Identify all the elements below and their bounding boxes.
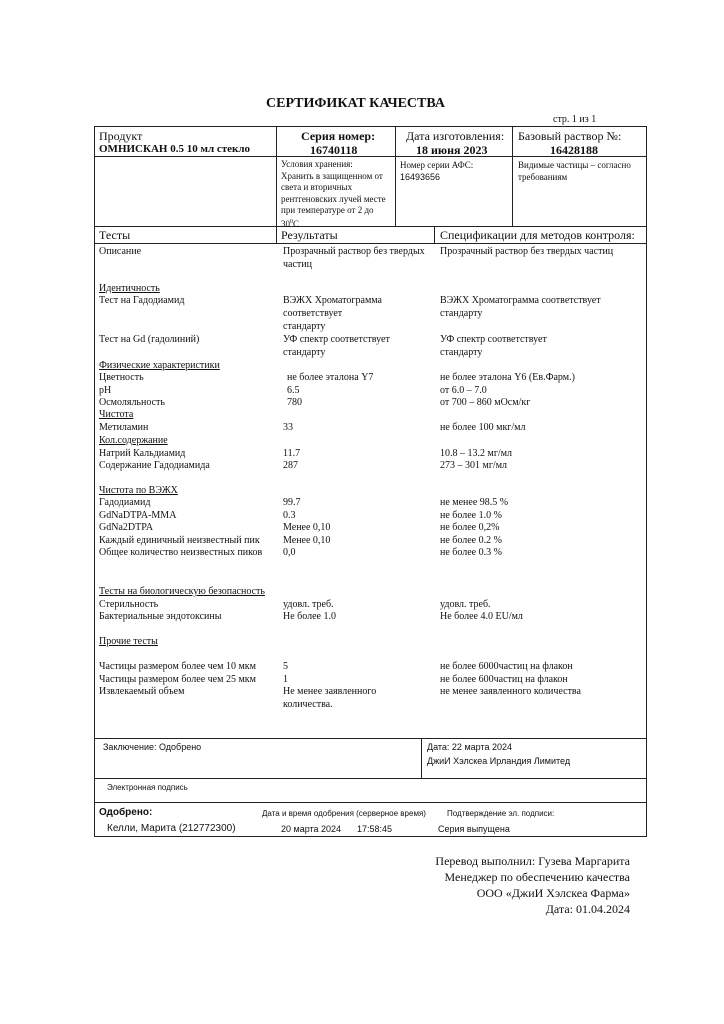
test-spec: ВЭЖХ Хроматограмма соответствует [440,295,601,306]
columns-divider [94,243,646,244]
test-spec: 273 – 301 мг/мл [440,460,508,471]
col-divider-2 [395,126,396,226]
test-spec: не более эталона Y6 (Ев.Фарм.) [440,372,575,383]
test-spec: Не более 4.0 EU/мл [440,611,523,622]
visible-particles [518,159,631,183]
colhead-divider-2 [434,226,435,243]
test-result: Не более 1.0 [283,611,336,622]
test-name: Стерильность [99,599,159,610]
test-spec: УФ спектр соответствует [440,334,547,345]
test-result: не более эталона Y7 [287,372,374,383]
table-right-border [646,126,647,836]
series-label: Серия номер: [301,129,376,143]
test-result: 780 [287,397,302,408]
test-result: количества. [283,699,333,710]
conclusion-label: Заключение: Одобрено [103,742,202,752]
esign-divider [94,802,646,803]
test-spec: стандарту [440,347,483,358]
test-spec: стандарту [440,308,483,319]
visible-particles-line: требованиям [518,172,568,182]
test-name: GdNa2DTPA [99,522,154,533]
test-name: Метиламин [99,422,149,433]
translation-line: Дата: 01.04.2024 [545,902,630,916]
table-left-border [94,126,95,836]
product-value: ОМНИСКАН 0.5 10 мл стекло [99,143,251,155]
storage-line: Условия хранения: [281,159,353,169]
test-spec: не более 0,2% [440,522,500,533]
col-header-specs: Спецификации для методов контроля: [440,228,635,242]
test-name: Частицы размером более чем 10 мкм [99,661,256,672]
test-result: частиц [283,259,312,270]
conclusion-bottom [94,778,646,779]
test-name: Извлекаемый объем [99,686,185,697]
test-result: 0,0 [283,547,296,558]
conclusion-company: ДжиИ Хэлскеа Ирландия Лимитед [427,756,571,766]
esign-label: Электронная подпись [107,783,188,792]
test-spec: 10.8 – 13.2 мг/мл [440,448,513,459]
section-heading: Тесты на биологическую безопасность [99,586,265,597]
base-solution-value: 16428188 [550,143,598,157]
storage-line: при температуре от 2 до [281,205,374,215]
mfg-date-value: 18 июня 2023 [416,143,488,157]
test-result: Прозрачный раствор без твердых [283,246,425,257]
storage-temp-degree: 0 [290,218,293,225]
col-header-results: Результаты [281,228,338,242]
test-result: Менее 0,10 [283,535,331,546]
test-result: 11.7 [283,448,301,459]
signature-confirm-label: Подтверждение эл. подписи: [447,809,555,818]
approval-date: 20 марта 2024 [281,824,342,834]
storage-line: света и вторичных [281,182,353,192]
test-spec: не менее 98.5 % [440,497,509,508]
page-number: стр. 1 из 1 [553,114,597,125]
test-spec: Прозрачный раствор без твердых частиц [440,246,614,257]
storage-conditions [281,159,386,230]
test-spec: не более 0.3 % [440,547,502,558]
test-result: стандарту [283,321,326,332]
test-result: 5 [283,661,288,672]
test-result: соответствует [283,308,343,319]
test-name: Общее количество неизвестных пиков [99,547,263,558]
test-spec: не более 0.2 % [440,535,502,546]
test-name: Гадодиамид [99,497,151,508]
test-spec: от 700 – 860 мОсм/кг [440,397,531,408]
storage-line: Хранить в защищенном от [281,170,383,181]
series-value: 16740118 [310,143,358,157]
results-bottom [94,738,646,739]
test-name: GdNaDTPA-MMA [99,510,177,521]
release-status: Серия выпущена [438,824,510,834]
approval-time: 17:58:45 [357,824,393,834]
test-spec: не более 100 мкг/мл [440,422,526,433]
api-series [400,159,473,183]
approved-label: Одобрено: [99,807,153,818]
base-solution-label: Базовый раствор №: [518,129,622,143]
section-heading: Кол.содержание [99,435,168,446]
col-header-tests: Тесты [99,228,131,242]
test-result: Не менее заявленного [283,686,377,697]
storage-temp-unit: С [293,218,300,229]
api-series-label: Номер серии АФС: [400,160,474,170]
visible-particles-line: Видимые частицы – согласно [518,160,631,170]
table-bottom-border [94,836,647,837]
test-name: Натрий Кальдиамид [99,448,186,459]
test-spec: не менее заявленного количества [440,686,581,697]
test-name: Содержание Гадодиамида [99,460,210,471]
test-result: стандарту [283,347,326,358]
test-name: Тест на Gd (гадолиний) [99,334,200,345]
test-result: 99.7 [283,497,301,508]
conclusion-date: Дата: 22 марта 2024 [427,742,512,752]
test-result: Менее 0,10 [283,522,331,533]
test-name: Каждый единичный неизвестный пик [99,535,260,546]
test-result: ВЭЖХ Хроматограмма [283,295,382,306]
test-name: pH [99,385,112,396]
test-spec: не более 600частиц на флакон [440,674,568,685]
test-spec: удовл. треб. [440,599,491,610]
test-name: Описание [99,246,142,257]
test-name: Бактериальные эндотоксины [99,611,222,622]
test-result: 0.3 [283,510,296,521]
test-result: 6.5 [287,385,300,396]
section-heading: Прочие тесты [99,636,158,647]
test-result: 1 [283,674,288,685]
conclusion-divider [421,738,422,778]
test-name: Тест на Гадодиамид [99,295,185,306]
col-divider-3 [512,126,513,226]
table-top-border [94,126,646,127]
storage-temp-value: 30 [281,218,290,229]
test-name: Цветность [99,372,144,383]
translation-line: Перевод выполнил: Гузева Маргарита [435,854,630,868]
test-spec: от 6.0 – 7.0 [440,385,487,396]
storage-line: рентгеновских лучей месте [281,193,386,204]
test-spec: не более 6000частиц на флакон [440,661,573,672]
api-series-value: 16493656 [400,172,441,182]
approval-datetime-label: Дата и время одобрения (серверное время) [262,809,426,818]
test-name: Осмоляльность [99,397,165,408]
section-heading: Физические характеристики [99,360,220,371]
test-spec: не более 1.0 % [440,510,502,521]
translation-line: Менеджер по обеспечению качества [444,870,630,884]
test-result: удовл. треб. [283,599,334,610]
section-heading: Чистота [99,409,134,420]
test-result: 33 [283,422,293,433]
section-heading: Идентичность [99,283,160,294]
translation-line: ООО «ДжиИ Хэлскеа Фарма» [476,886,630,900]
col-divider-1 [276,126,277,226]
document-title: СЕРТИФИКАТ КАЧЕСТВА [266,96,445,111]
mfg-date-label: Дата изготовления: [406,129,505,143]
test-result: 287 [283,460,298,471]
section-heading: Чистота по ВЭЖХ [99,485,178,496]
colhead-divider-1 [276,226,277,243]
test-result: УФ спектр соответствует [283,334,390,345]
product-label: Продукт [99,129,143,143]
translation-block [435,853,630,917]
approver-name: Келли, Марита (212772300) [107,823,236,834]
test-name: Частицы размером более чем 25 мкм [99,674,256,685]
